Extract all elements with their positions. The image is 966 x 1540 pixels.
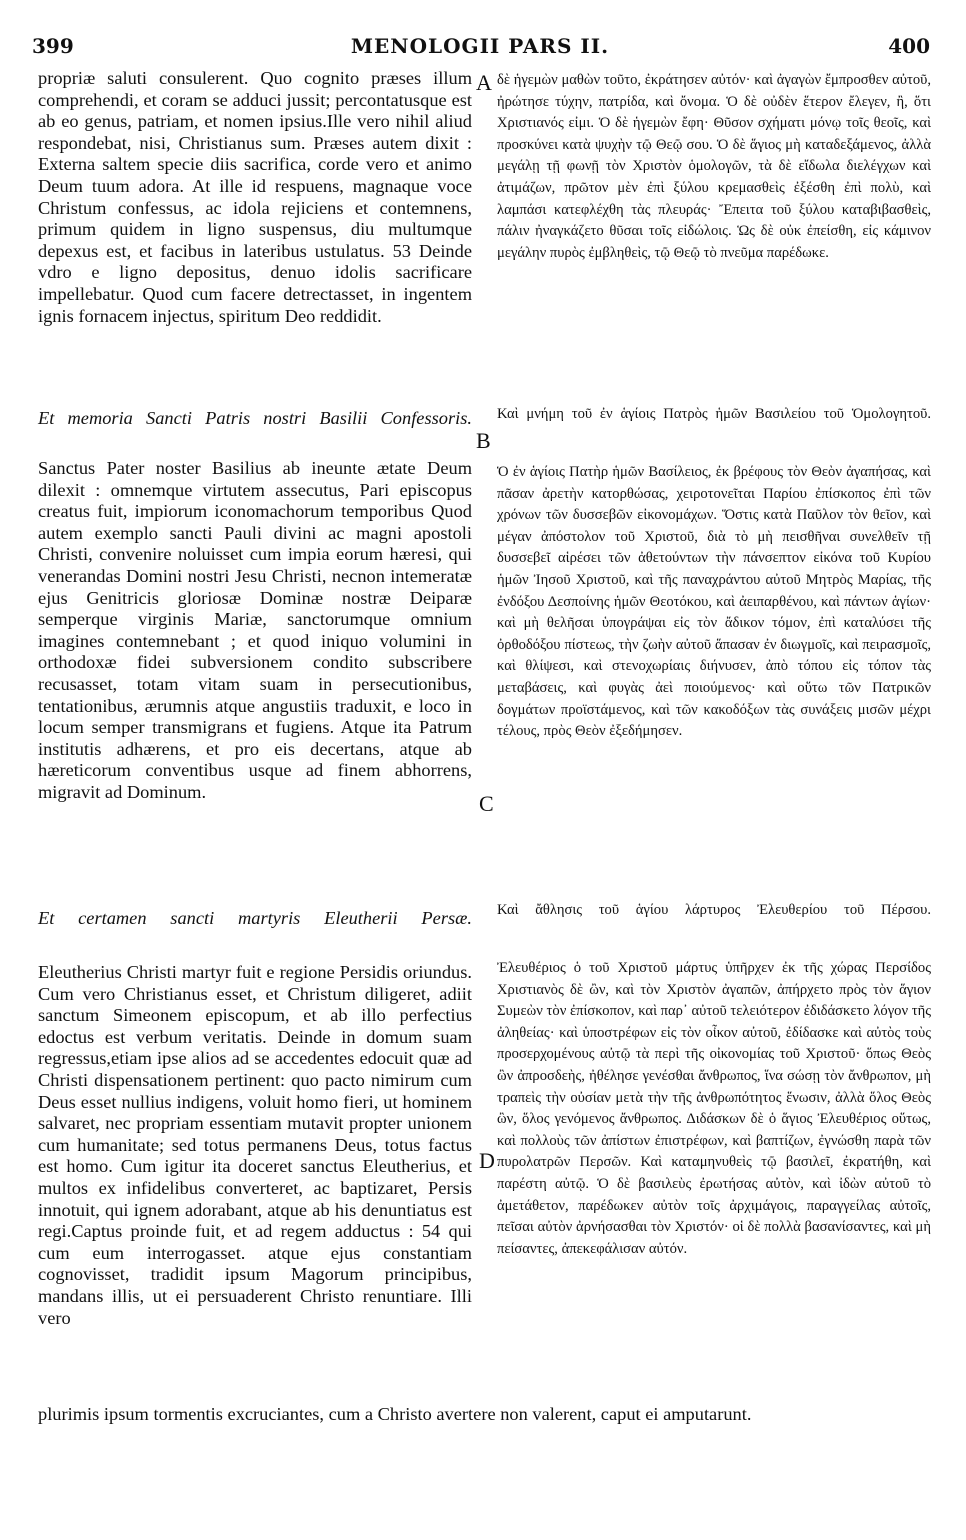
greek-heading-basil: Καὶ μνήμη τοῦ ἐν ἁγίοις Πατρὸς ἡμῶν Βασιλείου τοῦ Ὁμολογητοῦ. xyxy=(497,406,931,422)
greek-paragraph-basil: Ὁ ἐν ἁγίοις Πατὴρ ἡμῶν Βασίλειος, ἐκ βρέφους τὸν Θεὸν ἀγαπήσας, καὶ πᾶσαν ἀρετὴν κατορθώσας, χειροτονεῖται Παρίου ἐπίσκοπος ἐπὶ τῶν χρόνων τῶν δυσσεβῶν εἰκονομάχων. Ὅστις κατὰ Παῦλον τὸν θεῖον, καὶ μέγαν ἀπόστολον τοῦ Χριστοῦ, διὰ τὸ μὴ πεισθῆναι συνελθεῖν τῇ δυσσεβεῖ αἱρέσει τῶν ἀθετούντων τὴν πάνσεπτον εἰκόνα τοῦ Κυρίου ἡμῶν Ἰησοῦ Χριστοῦ, καὶ τῆς παναχράντου αὐτοῦ Μητρὸς Μαρίας, τῆς ἐνδόξου Δεσποίνης ἡμῶν Θεοτόκου, καὶ ἀειπαρθένου, καὶ πάντων ἁγίων· καὶ μὴ θελῆσαι ὑπογράψαι εἰς τὸν ἄδικον τόμον, ἐπὶ καταλύσει τῆς ὀρθοδόξου πίστεως, τὴν ζωὴν αὐτοῦ ἅπασαν ἐν διωγμοῖς, καὶ πειρασμοῖς, καὶ θλίψεσι, καὶ στενοχωρίαις διήνυσεν, ἀπὸ τόπου εἰς τόπον τὰς μεταβάσεις, καὶ φυγὰς ἀεὶ ποιούμενος· καὶ οὕτω τῶν Πατρικῶν δογμάτων προϊστάμενος, καὶ τῶν κακοδόξων τὰς συνάξεις μισῶν μέχρι τέλους, πρὸς Θεὸν ἐξεδήμησεν. xyxy=(497,464,931,740)
greek-paragraph-1: δὲ ἡγεμὼν μαθὼν τοῦτο, ἐκράτησεν αὐτόν· καὶ ἀγαγὼν ἔμπροσθεν αὐτοῦ, ἠρώτησε τύχην, πατρίδα, καὶ ὄνομα. Ὁ δὲ οὐδὲν ἕτερον ἔλεγεν, ἢ, ὅτι Χριστιανός εἰμι. Ὁ δὲ ἡγεμὼν ἔφη· Θῦσον σχήματι μόνῳ τοῖς θεοῖς, καὶ προσκύνει κατὰ ψυχὴν τῷ Θεῷ σου. Ὁ δὲ ἅγιος μὴ καταδεξάμενος, ἀλλὰ μεγάλῃ τῇ φωνῇ τὸν Χριστὸν ὁμολογῶν, τὰ δὲ εἴδωλα διελέγχων καὶ ἀτιμάζων, πρῶτον μὲν ἐπὶ ξύλου κρεμασθεὶς ἐξέσθη ἐπὶ πολὺ, καὶ λαμπάσι κατεφλέχθη τὰς πλευράς· Ἔπειτα τοῦ ξύλου καταβιβασθεὶς, πάλιν ἠναγκάζετο θῦσαι τοῖς εἰδώλοις. Ὡς δὲ οὐκ ἐπείσθη, εἰς κάμινον μεγάλην πυρὸς ἐμβληθεὶς, τῷ Θεῷ τὸ πνεῦμα παρέδωκε. xyxy=(497,72,931,261)
greek-paragraph-eleutherius: Ἐλευθέριος ὁ τοῦ Χριστοῦ μάρτυς ὑπῆρχεν ἐκ τῆς χώρας Περσίδος Χριστιανὸς δὲ ὢν, καὶ τὸν Χριστὸν ἀγαπῶν, ἀπήρχετο πρὸς τὸν ἅγιον Συμεὼν τὸν ἐπίσκοπον, καὶ παρ᾽ αὐτοῦ τελειότερον ἐδιδάσκετο λόγον τῆς ἀληθείας· καὶ ὑποστρέφων εἰς τὸν οἶκον αὐτοῦ, ἐδίδασκε καὶ αὐτὸς τοὺς προσερχομένους αὐτῷ τὰ περὶ τῆς οἰκονομίας τοῦ Χριστοῦ· ὅπως Θεὸς ὢν ἀπροσδεὴς, ἠθέλησε γενέσθαι ἄνθρωπος, ἵνα σώσῃ τὸν ἄνθρωπον, μὴ τραπεὶς τὴν οὐσίαν μετὰ τὴν τῆς ἀνθρωπότητος ἕνωσιν, ἀλλὰ ὅλος Θεὸς ὢν, ὅλος γενόμενος ἄνθρωπος. Διδάσκων δὲ ὁ ἅγιος Ἐλευθέριος οὕτως, καὶ πολλοὺς τῶν ἀπίστων ἐπιστρέφων, καὶ βαπτίζων, ἐγνώσθη παρὰ τῶν πυρολατρῶν Περσῶν. Καὶ καταμηνυθεὶς τῷ βασιλεῖ, ἐκρατήθη, καὶ παρέστη αὐτῷ. Ὁ δὲ βασιλεὺς ἐρωτήσας αὐτὸν, καὶ ἰδὼν αὐτοῦ τὸ ἀμετάθετον, παρέδωκεν αὐτὸν τοῖς ἀρχιμάγοις, παραγγείλας αὐτοῖς, πεῖσαι αὐτὸν ἀρνήσασθαι τὸν Χριστόν· οἱ δὲ πολλὰ βασανίσαντες, καὶ μὴ πείσαντες, ἀπεκεφάλισαν αὐτόν. xyxy=(497,960,931,1257)
latin-paragraph-basil: Sanctus Pater noster Basilius ab ineunte ætate Deum dilexit : omnemque virtutem assecutus, Pari episcopus creatus fuit, impiorum iconomachorum temporibus Quod autem exemplo sancti Pauli divini ac magni apostoli Christi, convenire noluisset cum impia eorum hæresi, qui venerandas Domini nostri Jesu Christi, necnon intemeratæ ejus Genitricis gloriosæ Dominæ nostræ Deiparæ semperque virginis Mariæ, sanctorumque omnium imagines contemnebant ; et quod iniquo volumini in orthodoxæ fidei subversionem condito subscribere recusasset, totam vitam suam in persecutionibus, tentationibus, ærumnis atque angustiis traduxit, e loco in locum semper transmigrans et fugiens. Atque ita Patrum institutis adhærens, et pro eis decertans, atque ab hæreticorum conventibus usque ad finem abhorrens, migravit ad Dominum. xyxy=(38,458,472,802)
margin-letter-d: D xyxy=(479,1148,495,1173)
latin-heading-eleutherius: Et certamen sancti martyris Eleutherii Persæ. xyxy=(38,908,472,928)
margin-letter-b: B xyxy=(476,428,491,453)
page-number-right: 400 xyxy=(888,34,930,58)
full-width-closing-line: plurimis ipsum tormentis excruciantes, cum a Christo avertere non valerent, caput ei amputarunt. xyxy=(38,1404,752,1424)
running-title: MENOLOGII PARS II. xyxy=(350,34,610,58)
greek-heading-eleutherius: Καὶ ἄθλησις τοῦ ἁγίου λάρτυρος Ἐλευθερίου τοῦ Πέρσου. xyxy=(497,902,931,918)
margin-letter-a: A xyxy=(476,70,492,95)
margin-letter-c: C xyxy=(479,791,494,816)
latin-heading-basil: Et memoria Sancti Patris nostri Basilii Confessoris. xyxy=(38,408,472,428)
latin-paragraph-1: propriæ saluti consulerent. Quo cognito præses illum comprehendi, et coram se adduci jussit; percontatusque est ab eo genus, patriam, et nomen ipsius.Ille vero nihil aliud respondebat, nisi, Christianus sum. Præses autem dixit : Externa saltem specie diis sacrifica, corde vero et animo Deum tuum adora. At ille id respuens, magnaque voce Christum confessus, ac idola rejiciens et contemnens, primum quidem in ligno suspensus, diu multumque depexus est, et facibus in lateribus ustulatus. 53 Deinde vdro e ligno depositus, denuo idolis sacrificare impellebatur. Quod cum facere detrectasset, in ingentem ignis fornacem injectus, spiritum Deo reddidit. xyxy=(38,68,472,326)
latin-paragraph-eleutherius: Eleutherius Christi martyr fuit e regione Persidis oriundus. Cum vero Christianus esset, et Christum diligeret, adiit sanctum Simeonem episcopum, et ab illo perfectius edoctus est verbum veritatis. Deinde in domum suam regressus,etiam ipse alios ad se accedentes edocuit quæ ad Christi dispensationem pertinent: quo pacto nimirum cum Deus esset nullius indigens, voluit homo fieri, ut hominem salvaret, nec propriam essentiam mutavit propter unionem cum humanitate; sed totus permanens Deus, totus factus est homo. Cum igitur ita doceret sanctus Eleutherius, et multos ex infidelibus converteret, ac baptizaret, Persis innotuit, qui ignem adorabant, atque ab his denuntiatus est regi.Captus proinde fuit, et ad regem adductus : 54 qui cum eum interrogasset. atque ejus constantiam cognovisset, tradidit ipsum Magorum principibus, mandans illis, ut ei persuaderent Christo renuntiare. Illi vero xyxy=(38,962,472,1328)
page-number-left: 399 xyxy=(32,34,74,58)
page-header xyxy=(30,34,930,60)
